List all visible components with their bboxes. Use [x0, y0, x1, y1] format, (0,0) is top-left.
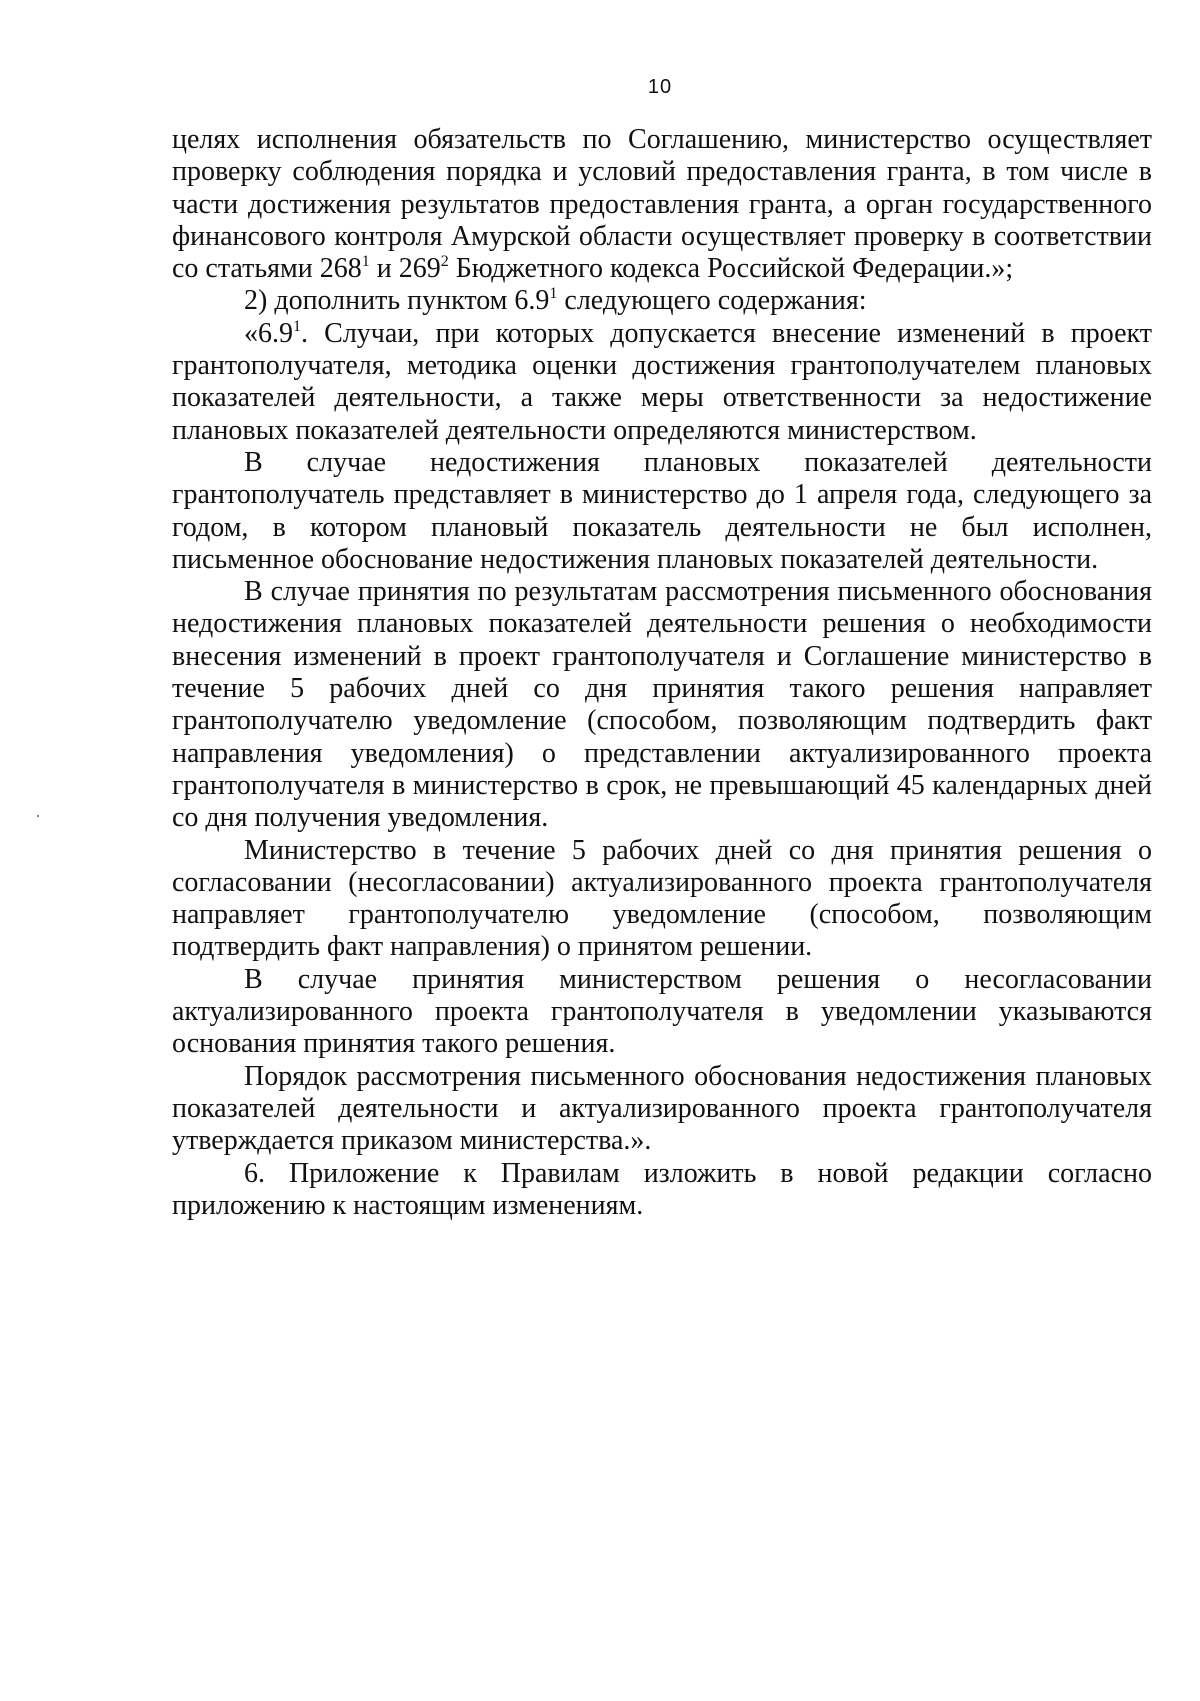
page-number: 10: [647, 76, 673, 98]
paragraph-text: и 269: [369, 253, 441, 285]
paragraph-clause-6-9-1: [172, 318, 1152, 447]
paragraph-amendment-item-2: [172, 285, 1152, 317]
paragraph-text: целях исполнения обязательств по Соглашению, министерство осуществляет проверку соблюдения порядка и условий предоставления гранта, в том числе в части достижения результатов предоставления гранта, а орган государственного финансового контроля Амурской области осуществляет проверку в соответствии со статьями 268: [172, 124, 1152, 285]
paragraph-ministry-approval: Министерство в течение 5 рабочих дней со дня принятия решения о согласовании (несогласовании) актуализированного проекта грантополучателя направляет грантополучателю уведомление (способом, позволяющим подтвердить факт направления) о принятом решении.: [172, 834, 1152, 963]
paragraph-text: . Случаи, при которых допускается внесение изменений в проект грантополучателя, методика оценки достижения грантополучателем плановых показателей деятельности, а также меры ответственности за недостижение плановых показателей деятельности определяются министерством.: [172, 317, 1152, 446]
paragraph-rejection-reasons: В случае принятия министерством решения о несогласовании актуализированного проекта грантополучателя в уведомлении указываются основания принятия такого решения.: [172, 963, 1152, 1060]
scan-dot: [37, 815, 39, 817]
superscript: 1: [293, 317, 301, 335]
document-body: [172, 124, 1152, 1222]
superscript: 1: [549, 285, 558, 303]
superscript: 1: [361, 253, 370, 271]
paragraph-appendix: 6. Приложение к Правилам изложить в новой редакции согласно приложению к настоящим изменениям.: [172, 1157, 1152, 1221]
paragraph-text: Бюджетного кодекса Российской Федерации.»;: [448, 253, 1014, 285]
paragraph-text: следующего содержания:: [557, 285, 867, 317]
paragraph-verification: [172, 124, 1152, 285]
paragraph-text: «6.9: [244, 317, 293, 349]
paragraph-review-procedure: Порядок рассмотрения письменного обоснования недостижения плановых показателей деятельности и актуализированного проекта грантополучателя утверждается приказом министерства.».: [172, 1060, 1152, 1157]
paragraph-decision-changes: В случае принятия по результатам рассмотрения письменного обоснования недостижения плановых показателей деятельности решения о необходимости внесения изменений в проект грантополучателя и Соглашение министерство в течение 5 рабочих дней со дня принятия такого решения направляет грантополучателю уведомление (способом, позволяющим подтвердить факт направления уведомления) о представлении актуализированного проекта грантополучателя в министерство в срок, не превышающий 45 календарных дней со дня получения уведомления.: [172, 576, 1152, 834]
superscript: 2: [440, 253, 449, 271]
paragraph-text: 2) дополнить пунктом 6.9: [244, 285, 550, 317]
paragraph-non-achievement: В случае недостижения плановых показателей деятельности грантополучатель представляет в министерство до 1 апреля года, следующего за годом, в котором плановый показатель деятельности не был исполнен, письменное обоснование недостижения плановых показателей деятельности.: [172, 446, 1152, 575]
